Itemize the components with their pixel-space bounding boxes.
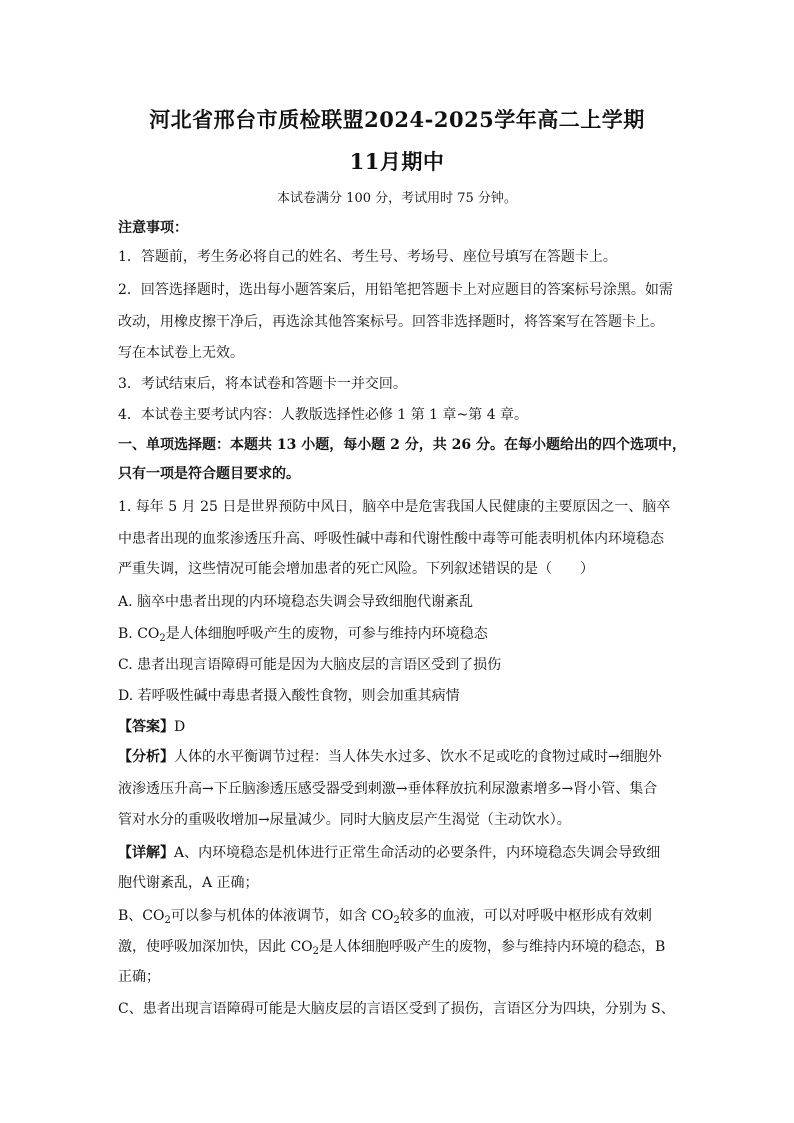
analysis-line: 液渗透压升高→下丘脑渗透压感受器受到刺激→垂体释放抗利尿激素增多→肾小管、集合 xyxy=(118,781,658,797)
option-d: D. 若呼吸性碱中毒患者摄入酸性食物，则会加重其病情 xyxy=(118,688,460,704)
document-title-line1: 河北省邢台市质检联盟2024-2025学年高二上学期 xyxy=(149,107,645,132)
note-item: 写在本试卷上无效。 xyxy=(118,345,244,361)
option-b: B. $CO_2$是人体细胞呼吸产生的废物，可参与维持内环境稳态 xyxy=(118,626,488,644)
note-item: 改动，用橡皮擦干净后，再选涂其他答案标号。回答非选择题时，将答案写在答题卡上。 xyxy=(118,314,664,330)
analysis-line: 【分析】人体的水平衡调节过程：当人体失水过多、饮水不足或吃的食物过咸时→细胞外 xyxy=(118,749,662,765)
detail-line: B、$CO_2$可以参与机体的体液调节，如含 $CO_2$较多的血液，可以对呼吸中枢形成有效刺 xyxy=(118,908,652,926)
note-item: 2．回答选择题时，选出每小题答案后，用铅笔把答题卡上对应题目的答案标号涂黑。如需 xyxy=(118,282,673,298)
note-item: 3．考试结束后，将本试卷和答题卡一并交回。 xyxy=(118,376,407,392)
option-c: C. 患者出现言语障碍可能是因为大脑皮层的言语区受到了损伤 xyxy=(118,657,502,673)
answer-label: 【答案】 xyxy=(118,719,174,735)
detail-line: 激，使呼吸加深加快，因此 $CO_2$是人体细胞呼吸产生的废物，参与维持内环境的稳态，B xyxy=(118,939,666,957)
analysis-label: 【分析】 xyxy=(118,749,174,765)
detail-line: 胞代谢紊乱，A 正确； xyxy=(118,875,259,891)
section-heading: 一、单项选择题：本题共 13 小题，每小题 2 分，共 26 分。在每小题给出的四个选项中， xyxy=(118,437,686,453)
detail-line: 正确； xyxy=(118,969,160,985)
question-stem-line: 严重失调，这些情况可能会增加患者的死亡风险。下列叙述错误的是（ ） xyxy=(118,561,594,577)
analysis-line: 管对水分的重吸收增加→尿量减少。同时大脑皮层产生渴觉（主动饮水）。 xyxy=(118,812,571,828)
detail-line: C、患者出现言语障碍可能是大脑皮层的言语区受到了损伤，言语区分为四块，分别为 S、 xyxy=(118,1001,675,1017)
note-item: 4．本试卷主要考试内容：人教版选择性必修 1 第 1 章~第 4 章。 xyxy=(118,407,529,423)
question-stem-line: 中患者出现的血浆渗透压升高、呼吸性碱中毒和代谢性酸中毒等可能表明机体内环境稳态 xyxy=(118,531,664,547)
exam-info: 本试卷满分 100 分，考试用时 75 分钟。 xyxy=(277,191,517,206)
notes-heading: 注意事项： xyxy=(118,220,188,236)
option-a: A. 脑卒中患者出现的内环境稳态失调会导致细胞代谢紊乱 xyxy=(118,594,474,610)
document-title-line2: 11月期中 xyxy=(349,149,445,174)
section-heading-cont: 只有一项是符合题目要求的。 xyxy=(118,466,300,482)
detail-label: 【详解】 xyxy=(118,845,174,861)
question-stem-line: 1. 每年 5 月 25 日是世界预防中风日，脑卒中是危害我国人民健康的主要原因之一、脑卒 xyxy=(118,499,671,515)
note-item: 1．答题前，考生务必将自己的姓名、考生号、考场号、座位号填写在答题卡上。 xyxy=(118,249,617,265)
answer-line xyxy=(118,717,678,737)
detail-line: 【详解】A、内环境稳态是机体进行正常生命活动的必要条件，内环境稳态失调会导致细 xyxy=(118,845,661,861)
answer-value: D xyxy=(174,719,186,735)
